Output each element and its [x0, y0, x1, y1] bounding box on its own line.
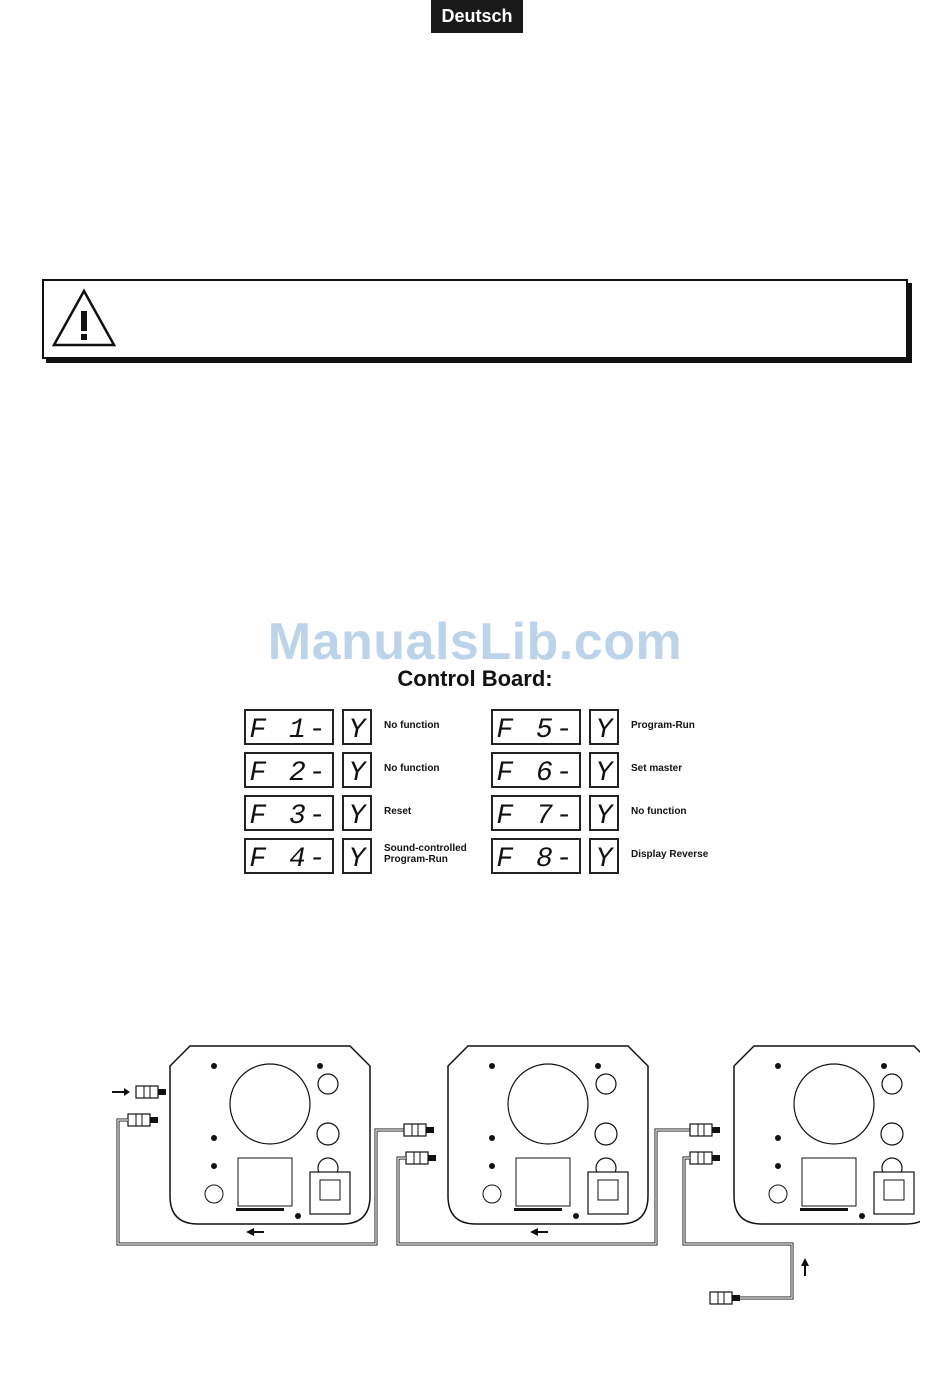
function-code-text: F 4- [249, 844, 329, 872]
function-code-display [244, 838, 334, 874]
language-tab: Deutsch [431, 0, 523, 33]
function-value-text: Y [348, 844, 366, 872]
function-value-text: Y [595, 801, 613, 829]
function-code-text: F 7- [496, 801, 576, 829]
function-value-display [342, 795, 372, 831]
function-code-text: F 8- [496, 844, 576, 872]
function-label [631, 806, 687, 817]
function-value-display [589, 838, 619, 874]
function-code-display [491, 838, 581, 874]
function-label [384, 806, 411, 817]
function-value-text: Y [348, 715, 366, 743]
function-value-display [342, 709, 372, 745]
function-code-text: F 2- [249, 758, 329, 786]
function-label [631, 720, 695, 731]
function-label-line: Display Reverse [631, 848, 709, 860]
function-value-text: Y [595, 715, 613, 743]
function-code-display [491, 709, 581, 745]
function-code-text: F 6- [496, 758, 576, 786]
function-code-display [244, 795, 334, 831]
function-label-line: Sound-controlled [384, 843, 467, 854]
function-code-display [244, 752, 334, 788]
function-label-line: No function [384, 719, 440, 731]
function-value-display [589, 709, 619, 745]
function-label [384, 843, 467, 865]
function-label-line: Program-Run [631, 719, 695, 731]
function-label-line: No function [631, 805, 687, 817]
function-code-text: F 5- [496, 715, 576, 743]
function-label [384, 720, 440, 731]
function-code-display [491, 795, 581, 831]
function-label-line: Program-Run [384, 854, 448, 865]
function-value-display [342, 752, 372, 788]
function-value-text: Y [595, 758, 613, 786]
warning-triangle-icon [50, 287, 118, 349]
function-code-text: F 3- [249, 801, 329, 829]
function-value-display [342, 838, 372, 874]
function-value-text: Y [348, 801, 366, 829]
warning-box [42, 279, 908, 359]
function-code-display [491, 752, 581, 788]
function-label-line: No function [384, 762, 440, 774]
function-label [631, 763, 682, 774]
function-code-display [244, 709, 334, 745]
function-label [631, 849, 708, 860]
function-value-display [589, 795, 619, 831]
function-label-line: Set master [631, 762, 683, 774]
function-value-text: Y [348, 758, 366, 786]
control-board-title: Control Board: [397, 666, 553, 691]
daisy-chain-diagram [100, 1040, 920, 1360]
function-code-text: F 1- [249, 715, 329, 743]
function-value-text: Y [595, 844, 613, 872]
function-label-line: Reset [384, 805, 412, 817]
function-label [384, 763, 440, 774]
watermark: ManualsLib.com [267, 613, 683, 671]
function-value-display [589, 752, 619, 788]
